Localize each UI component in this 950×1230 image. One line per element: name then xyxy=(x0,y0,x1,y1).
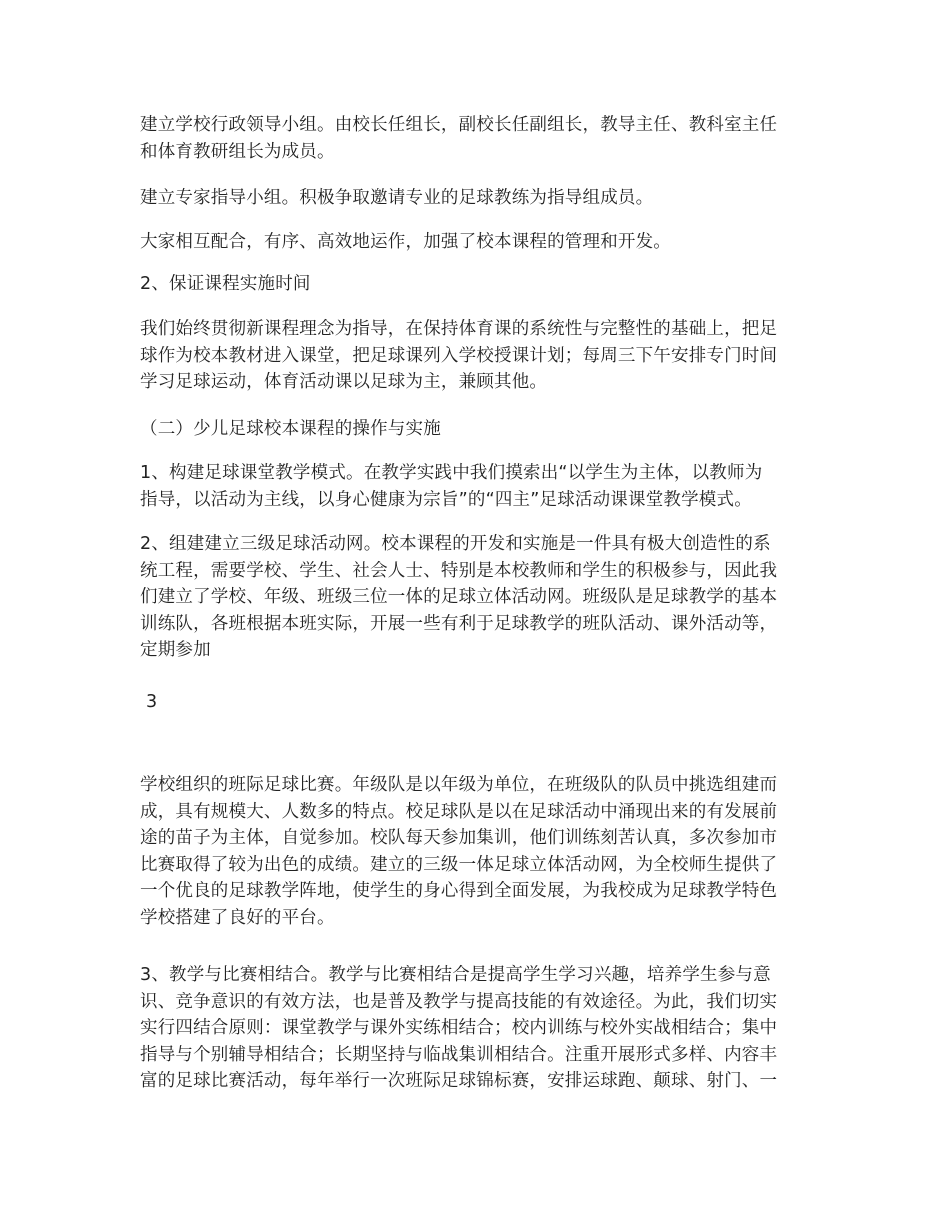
text-line: 富的足球比赛活动，每年举行一次班际足球锦标赛，安排运球跑、颠球、射门、一 xyxy=(140,1071,778,1091)
text-line: 指导，以活动为主线，以身心健康为宗旨”的“四主”足球活动课课堂教学模式。 xyxy=(140,489,752,510)
heading-course-time xyxy=(140,271,820,298)
text-line: 3、教学与比赛相结合。教学与比赛相结合是提高学生学习兴趣，培养学生参与意 xyxy=(140,965,771,985)
text-line: 1、构建足球课堂教学模式。在教学实践中我们摸索出“以学生为主体，以教师为 xyxy=(140,463,763,483)
text-line: 2、组建建立三级足球活动网。校本课程的开发和实施是一件具有极大创造性的系 xyxy=(140,534,771,554)
page-number: 3 xyxy=(146,692,158,712)
paragraph-activity-network xyxy=(140,531,820,664)
paragraph-school-teams xyxy=(140,772,820,931)
text-line: 我们始终贯彻新课程理念为指导，在保持体育课的系统性与完整性的基础上，把足 xyxy=(140,319,778,339)
text-line: 建立专家指导小组。积极争取邀请专业的足球教练为指导组成员。 xyxy=(140,188,654,208)
text-line: 们建立了学校、年级、班级三位一体的足球立体活动网。班级队是足球教学的基本 xyxy=(140,587,778,607)
text-line: 定期参加 xyxy=(140,640,211,660)
text-line: 比赛取得了较为出色的成绩。建立的三级一体足球立体活动网，为全校师生提供了 xyxy=(140,854,778,875)
text-line: 学校组织的班际足球比赛。年级队是以年级为单位，在班级队的队员中挑选组建而 xyxy=(140,775,778,795)
paragraph-expert-group xyxy=(140,185,820,212)
text-line: 大家相互配合，有序、高效地运作，加强了校本课程的管理和开发。 xyxy=(140,232,671,252)
paragraph-teaching-model xyxy=(140,460,820,513)
text-line: 学校搭建了良好的平台。 xyxy=(140,907,335,928)
text-line: 一个优良的足球教学阵地，使学生的身心得到全面发展，为我校成为足球教学特色 xyxy=(140,881,778,901)
text-line: 2、保证课程实施时间 xyxy=(140,274,311,294)
text-line: 指导与个别辅导相结合；长期坚持与临战集训相结合。注重开展形式多样、内容丰 xyxy=(140,1044,778,1065)
text-line: 和体育教研组长为成员。 xyxy=(140,141,335,162)
paragraph-teaching-competition xyxy=(140,962,820,1095)
text-line: （二）少儿足球校本课程的操作与实施 xyxy=(140,419,441,439)
text-line: 识、竞争意识的有效方法，也是普及教学与提高技能的有效途径。为此，我们切实 xyxy=(140,991,778,1012)
text-line: 统工程，需要学校、学生、社会人士、特别是本校教师和学生的积极参与，因此我 xyxy=(140,560,778,581)
heading-section-two xyxy=(140,416,820,443)
paragraph-leadership-group xyxy=(140,112,820,165)
paragraph-course-time xyxy=(140,316,820,396)
paragraph-cooperation xyxy=(140,229,820,256)
text-line: 训练队，各班根据本班实际，开展一些有利于足球教学的班队活动、课外活动等， xyxy=(140,613,778,634)
text-line: 成，具有规模大、人数多的特点。校足球队是以在足球活动中涌现出来的有发展前 xyxy=(140,801,778,822)
text-line: 球作为校本教材进入课堂，把足球课列入学校授课计划；每周三下午安排专门时间 xyxy=(140,345,778,366)
text-line: 途的苗子为主体，自觉参加。校队每天参加集训，他们训练刻苦认真，多次参加市 xyxy=(140,828,778,848)
text-line: 建立学校行政领导小组。由校长任组长，副校长任副组长，教导主任、教科室主任 xyxy=(140,115,778,135)
text-line: 学习足球运动，体育活动课以足球为主，兼顾其他。 xyxy=(140,372,548,392)
text-line: 实行四结合原则：课堂教学与课外实练相结合；校内训练与校外实战相结合；集中 xyxy=(140,1018,778,1038)
